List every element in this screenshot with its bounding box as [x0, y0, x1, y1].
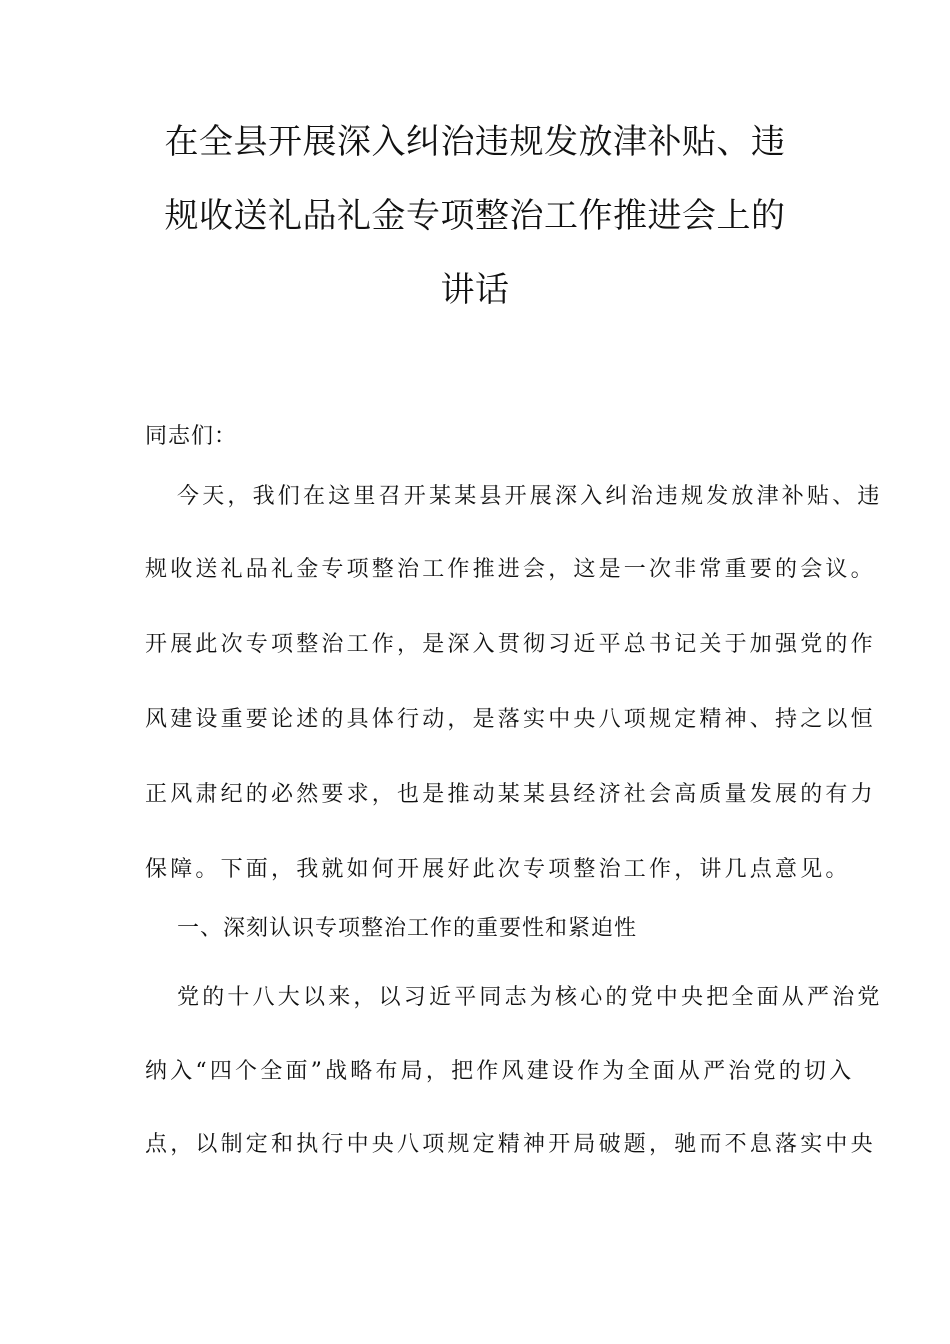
- section-paragraph-line-2: 纳入“四个全面”战略布局，把作风建设作为全面从严治党的切入: [145, 1059, 855, 1084]
- paragraph-1-line-5: 正风肃纪的必然要求，也是推动某某县经济社会高质量发展的有力: [145, 782, 876, 807]
- title-line-2: 规收送礼品礼金专项整治工作推进会上的: [164, 196, 786, 236]
- salutation: 同志们：: [145, 424, 238, 449]
- paragraph-1-line-2: 规收送礼品礼金专项整治工作推进会，这是一次非常重要的会议。: [145, 557, 876, 582]
- title-line-3: 讲话: [440, 270, 510, 310]
- paragraph-1-line-1: 今天，我们在这里召开某某县开展深入纠治违规发放津补贴、违: [177, 484, 883, 509]
- paragraph-1-line-3: 开展此次专项整治工作，是深入贯彻习近平总书记关于加强党的作: [145, 632, 876, 657]
- section-paragraph-line-3: 点，以制定和执行中央八项规定精神开局破题，驰而不息落实中央: [145, 1132, 876, 1157]
- section-paragraph-line-1: 党的十八大以来，以习近平同志为核心的党中央把全面从严治党: [177, 985, 883, 1010]
- paragraph-1-line-6: 保障。下面，我就如何开展好此次专项整治工作，讲几点意见。: [145, 857, 851, 882]
- paragraph-1-line-4: 风建设重要论述的具体行动，是落实中央八项规定精神、持之以恒: [145, 707, 876, 732]
- section-heading: 一、深刻认识专项整治工作的重要性和紧迫性: [177, 916, 638, 941]
- title-line-1: 在全县开展深入纠治违规发放津补贴、违: [164, 122, 786, 162]
